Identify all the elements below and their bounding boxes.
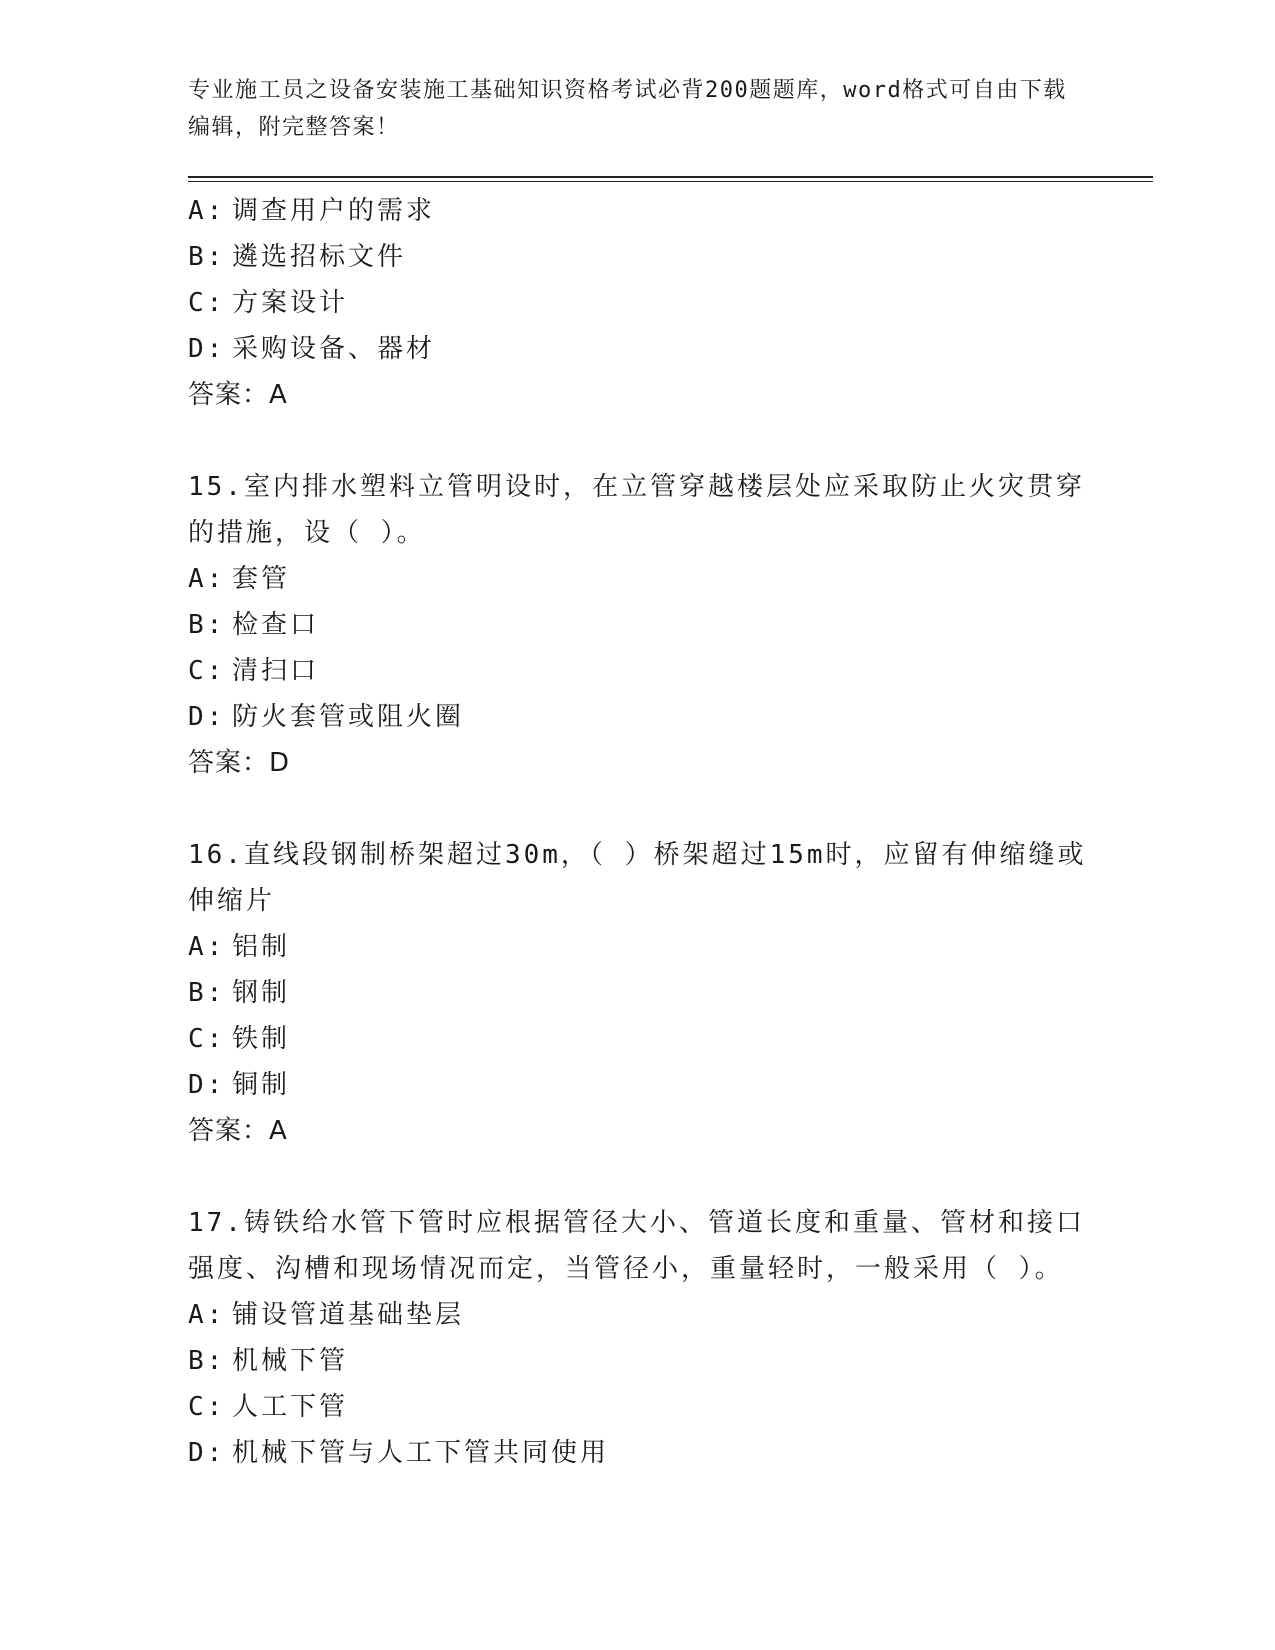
question-block xyxy=(188,832,1088,1154)
answer-line: 答案：A xyxy=(188,380,288,410)
spacer xyxy=(188,786,1088,832)
question-block xyxy=(188,188,1088,418)
option-a: A: 调查用户的需求 xyxy=(188,196,436,226)
option-c: C: 铁制 xyxy=(188,1024,291,1054)
question-block xyxy=(188,1200,1088,1476)
option-c: C: 方案设计 xyxy=(188,288,349,318)
option-b: B: 机械下管 xyxy=(188,1346,349,1376)
option-a: A: 套管 xyxy=(188,564,291,594)
answer-line: 答案：D xyxy=(188,748,291,778)
option-a: A: 铝制 xyxy=(188,932,291,962)
header-rule-thin xyxy=(188,181,1153,182)
header-rule-thick xyxy=(188,176,1153,178)
spacer xyxy=(188,418,1088,464)
question-text: 15.室内排水塑料立管明设时，在立管穿越楼层处应采取防止火灾贯穿的措施，设（ ）。 xyxy=(188,472,1085,548)
option-b: B: 钢制 xyxy=(188,978,291,1008)
question-list xyxy=(188,188,1088,1476)
spacer xyxy=(188,1154,1088,1200)
option-b: B: 检查口 xyxy=(188,610,320,640)
option-d: D: 铜制 xyxy=(188,1070,291,1100)
answer-line: 答案：A xyxy=(188,1116,288,1146)
option-c: C: 清扫口 xyxy=(188,656,320,686)
option-b: B: 遴选招标文件 xyxy=(188,242,407,272)
option-a: A: 铺设管道基础垫层 xyxy=(188,1300,465,1330)
option-c: C: 人工下管 xyxy=(188,1392,349,1422)
question-block xyxy=(188,464,1088,786)
option-d: D: 采购设备、器材 xyxy=(188,334,436,364)
question-text: 17.铸铁给水管下管时应根据管径大小、管道长度和重量、管材和接口强度、沟槽和现场情况而定，当管径小，重量轻时，一般采用（ ）。 xyxy=(188,1208,1085,1284)
document-header: 专业施工员之设备安装施工基础知识资格考试必背200题题库，word格式可自由下载编辑，附完整答案！ xyxy=(188,78,1067,140)
option-d: D: 防火套管或阻火圈 xyxy=(188,702,465,732)
question-text: 16.直线段钢制桥架超过30m，（ ）桥架超过15m时，应留有伸缩缝或伸缩片 xyxy=(188,840,1087,916)
option-d: D: 机械下管与人工下管共同使用 xyxy=(188,1438,610,1468)
